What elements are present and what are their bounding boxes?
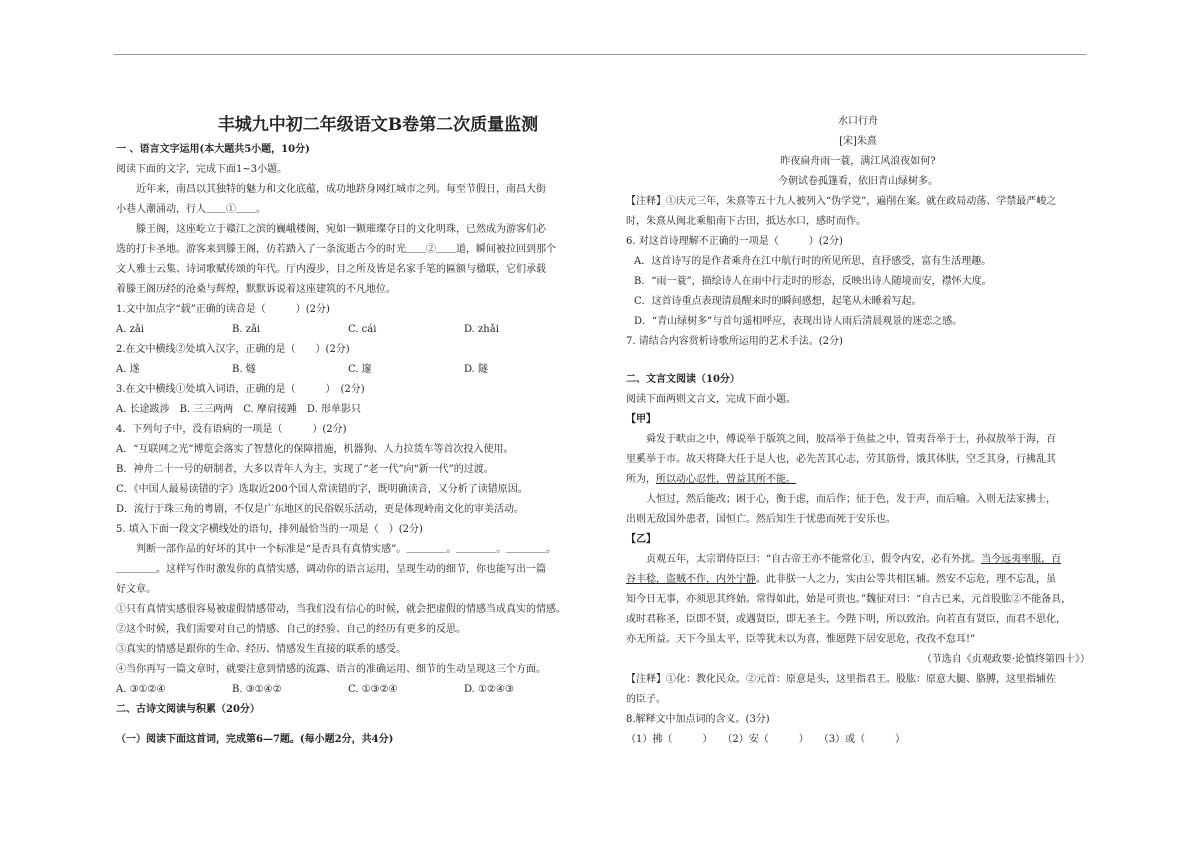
passage-1-line-1: 近年来，南昌以其独特的魅力和文化底蕴，成功地跻身网红城市之列。每至节假日，南昌大街 [136, 184, 546, 195]
top-rule [114, 54, 1086, 55]
q5-sentence-4: ④当你再写一篇文章时，就要注意到情感的流露、语言的准确运用、细节的生动呈现这三个方面。 [116, 664, 546, 675]
section-1-intro: 阅读下面的文字，完成下面1~3小题。 [116, 164, 288, 175]
q5-sentence-3: ③真实的情感是跟你的生命、经历、情感发生直接的联系的感受。 [116, 644, 406, 655]
q6-option-b: B．“雨一蓑”，描绘诗人在雨中行走时的形态，反映出诗人随境而安，襟怀大度。 [634, 276, 992, 287]
source-citation: （节选自《贞观政要·论慎终第四十》） [921, 654, 1090, 665]
passage-2-line-1: 滕王阁，这座屹立于赣江之滨的巍峨楼阁，宛如一颗璀璨夺目的文化明珠，已然成为游客们必 [136, 224, 546, 235]
q6-option-c: C．这首诗重点表现清晨醒来时的瞬间感想，起笔从未睡着写起。 [634, 296, 922, 307]
spacer [626, 352, 1090, 370]
q2-option-d: D. 隧 [464, 364, 489, 375]
q5-option-d: D. ①②④③ [464, 684, 514, 695]
q6-option-d: D．“青山绿树多”与首句遥相呼应，表现出诗人雨后清晨观景的迷恋之感。 [634, 316, 963, 327]
passage-jia-label: 【甲】 [626, 414, 656, 425]
poem-author: [宋]朱熹 [839, 136, 877, 147]
q5-passage-line-3: 好文章。 [116, 584, 156, 595]
question-8: 8.解释文中加点词的含义。(3分) [626, 714, 770, 725]
poem-title: 水口行舟 [838, 116, 878, 127]
yi-line-2-text: 。此非朕一人之力，实由公等共相匡辅。然安不忘危，理不忘乱，虽 [756, 574, 1056, 585]
question-4: 4．下列句子中，没有语病的一项是（ ）(2分) [116, 424, 347, 435]
jia-line-3-text: 所为， [626, 474, 656, 485]
q1-option-a: A. zǎi [116, 324, 145, 335]
question-2: 2.在文中横线②处填入汉字，正确的是（ ）(2分) [116, 344, 350, 355]
passage-yi-label: 【乙】 [626, 534, 656, 545]
q5-passage-line-2: ＿＿＿＿。这样写作时激发你的真情实感，调动你的语言运用，呈现生动的细节，你也能写出一篇 [116, 564, 546, 575]
passage-2-line-2: 选的打卡圣地。游客来到滕王阁，仿若踏入了一条流逝古今的时光＿＿②＿＿道，瞬间被拉回到那个 [116, 244, 556, 255]
q5-sentence-1: ①只有真情实感很容易被虚假情感带动，当我们没有信心的时候，就会把虚假的情感当成真实的情感。 [116, 604, 566, 615]
left-column [116, 112, 580, 750]
passage-1-line-2: 小巷人潮涌动，行人＿＿①＿＿。 [116, 204, 266, 215]
question-6: 6. 对这首诗理解不正确的一项是（ ）(2分) [626, 236, 843, 247]
note-2-line-1: 【注释】①化：教化民众。②元首：原意是头，这里指君王。股肱：原意大腿、胳膊，这里指辅佐 [626, 674, 1056, 685]
q2-option-b: B. 燧 [232, 364, 256, 375]
q2-option-a: A. 遂 [116, 364, 140, 375]
question-1-options [116, 320, 580, 340]
question-7: 7. 请结合内容赏析诗歌所运用的艺术手法。(2分) [626, 336, 843, 347]
poem-note-line-1: 【注释】①庆元三年，朱熹等五十九人被列入“伪学党”，遍削在案。就在政局动荡、学禁最严峻之 [626, 196, 1057, 207]
jia-line-4: 人恒过，然后能改；困于心，衡于虑，而后作；征于色，发于声，而后喻。入则无法家拂士， [646, 494, 1056, 505]
q1-option-c: C. cái [348, 324, 377, 335]
question-3-options: A. 长途跋涉 B. 三三两两 C. 摩肩接踵 D. 形单影只 [116, 404, 361, 415]
passage-2-line-3: 文人雅士云集、诗词歌赋传颂的年代。厅内漫步，目之所及皆是名家手笔的匾额与楹联，它们承载 [116, 264, 546, 275]
yi-line-3: 知今日无事，亦须思其终始。常得如此，始是可贵也。”魏征对曰：“自古已来，元首股肱②不能备具， [626, 594, 1072, 605]
q4-option-d: D．流行于珠三角的粤剧，不仅是广东地区的民俗娱乐活动，更是体现岭南文化的审美活动。 [116, 504, 525, 515]
q5-option-a: A. ③①②④ [116, 684, 166, 695]
q4-option-c: C．《中国人最易读错的字》选取近200个国人常读错的字，既明确读音，又分析了读错原因。 [116, 484, 528, 495]
right-column [626, 112, 1090, 750]
question-1: 1.文中加点字“载”正确的读音是（ ）(2分) [116, 304, 330, 315]
poem-line-1: 昨夜扁舟雨一蓑，满江风浪夜如何? [780, 156, 936, 167]
classical-section-intro: 阅读下面两则文言文，完成下面小题。 [626, 394, 796, 405]
note-2-line-2: 的臣子。 [626, 694, 666, 705]
yi-line-4: 或时君称圣，臣即不贤，或遇贤臣，即无圣主。今陛下明，所以致治。向若直有贤臣，而君不思化， [626, 614, 1066, 625]
poem-note-line-2: 时，朱熹从闽北乘船南下古田，抵达水口，感时而作。 [626, 216, 866, 227]
jia-line-1: 舜发于畎亩之中，傅说举于版筑之间，胶鬲举于鱼盐之中，管夷吾举于士，孙叔敖举于海，百 [646, 434, 1056, 445]
jia-line-3 [626, 470, 1090, 490]
q1-option-b: B. zǎi [232, 324, 261, 335]
yi-line-5: 亦无所益。天下今虽太平，臣等犹未以为喜，惟愿陛下居安思危，孜孜不怠耳!” [626, 634, 976, 645]
q2-option-c: C. 邃 [348, 364, 372, 375]
section-2-heading: 二、古诗文阅读与积累（20分） [116, 704, 260, 715]
yi-line-2 [626, 570, 1090, 590]
spacer [116, 720, 580, 730]
question-8-blanks: （1）拂（ ） （2）安（ ） （3）或（ ） [626, 734, 906, 745]
q4-option-b: B．神舟二十一号的研制者，大多以青年人为主，实现了“老一代”向“新一代”的过渡。 [116, 464, 494, 475]
jia-line-2: 里奚举于市。故天将降大任于是人也，必先苦其心志，劳其筋骨，饿其体肤，空乏其身，行拂乱其 [626, 454, 1056, 465]
question-5: 5. 填入下面一段文字横线处的语句，排列最恰当的一项是（ ）(2分) [116, 524, 423, 535]
yi-underlined-part-1: 当今远夷率服，百 [981, 554, 1062, 565]
question-3: 3.在文中横线①处填入词语，正确的是（ ） (2分) [116, 384, 365, 395]
question-5-options [116, 680, 580, 700]
classical-section-heading: 二、文言文阅读（10分） [626, 374, 740, 385]
question-2-options [116, 360, 580, 380]
jia-underlined-sentence: 所以动心忍性，曾益其所不能。 [656, 474, 796, 485]
q1-option-d: D. zhǎi [464, 324, 499, 335]
poem-line-2: 今朝试卷孤篷看，依旧青山绿树多。 [778, 176, 938, 187]
q5-passage-line-1: 判断一部作品的好坏的其中一个标准是“是否具有真情实感”。＿＿＿＿。＿＿＿＿。＿＿＿＿。 [136, 544, 557, 555]
jia-line-5: 出则无敌国外患者，国恒亡。然后知生于忧患而死于安乐也。 [626, 514, 896, 525]
q5-option-b: B. ③①④② [232, 684, 282, 695]
q6-option-a: A．这首诗写的是作者乘舟在江中航行时的所见所思，直抒感受，富有生活理趣。 [634, 256, 992, 267]
section-2-subheading: （一）阅读下面这首词，完成第6—7题。(每小题2分，共4分) [116, 734, 394, 745]
q5-option-c: C. ①③②④ [348, 684, 398, 695]
page-title: 丰城九中初二年级语文B卷第二次质量监测 [217, 115, 539, 135]
yi-underlined-part-2: 谷丰稔，盗贼不作，内外宁静 [626, 574, 756, 585]
q5-sentence-2: ②这个时候，我们需要对自己的情感、自己的经验、自己的经历有更多的反思。 [116, 624, 466, 635]
section-1-heading: 一 、语言文字运用(本大题共5小题，10分) [116, 144, 310, 155]
yi-line-1 [626, 550, 1090, 570]
yi-line-1-text: 贞观五年，太宗谓侍臣曰：“自古帝王亦不能常化①，假令内安，必有外扰。 [646, 554, 982, 565]
passage-2-line-4: 着滕王阁历经的沧桑与辉煌，默默诉说着这座建筑的不凡地位。 [116, 284, 396, 295]
q4-option-a: A．“互联网之光”博览会落实了智慧化的保障措施，机器狗、人力拉货车等首次投入使用。 [116, 444, 514, 455]
